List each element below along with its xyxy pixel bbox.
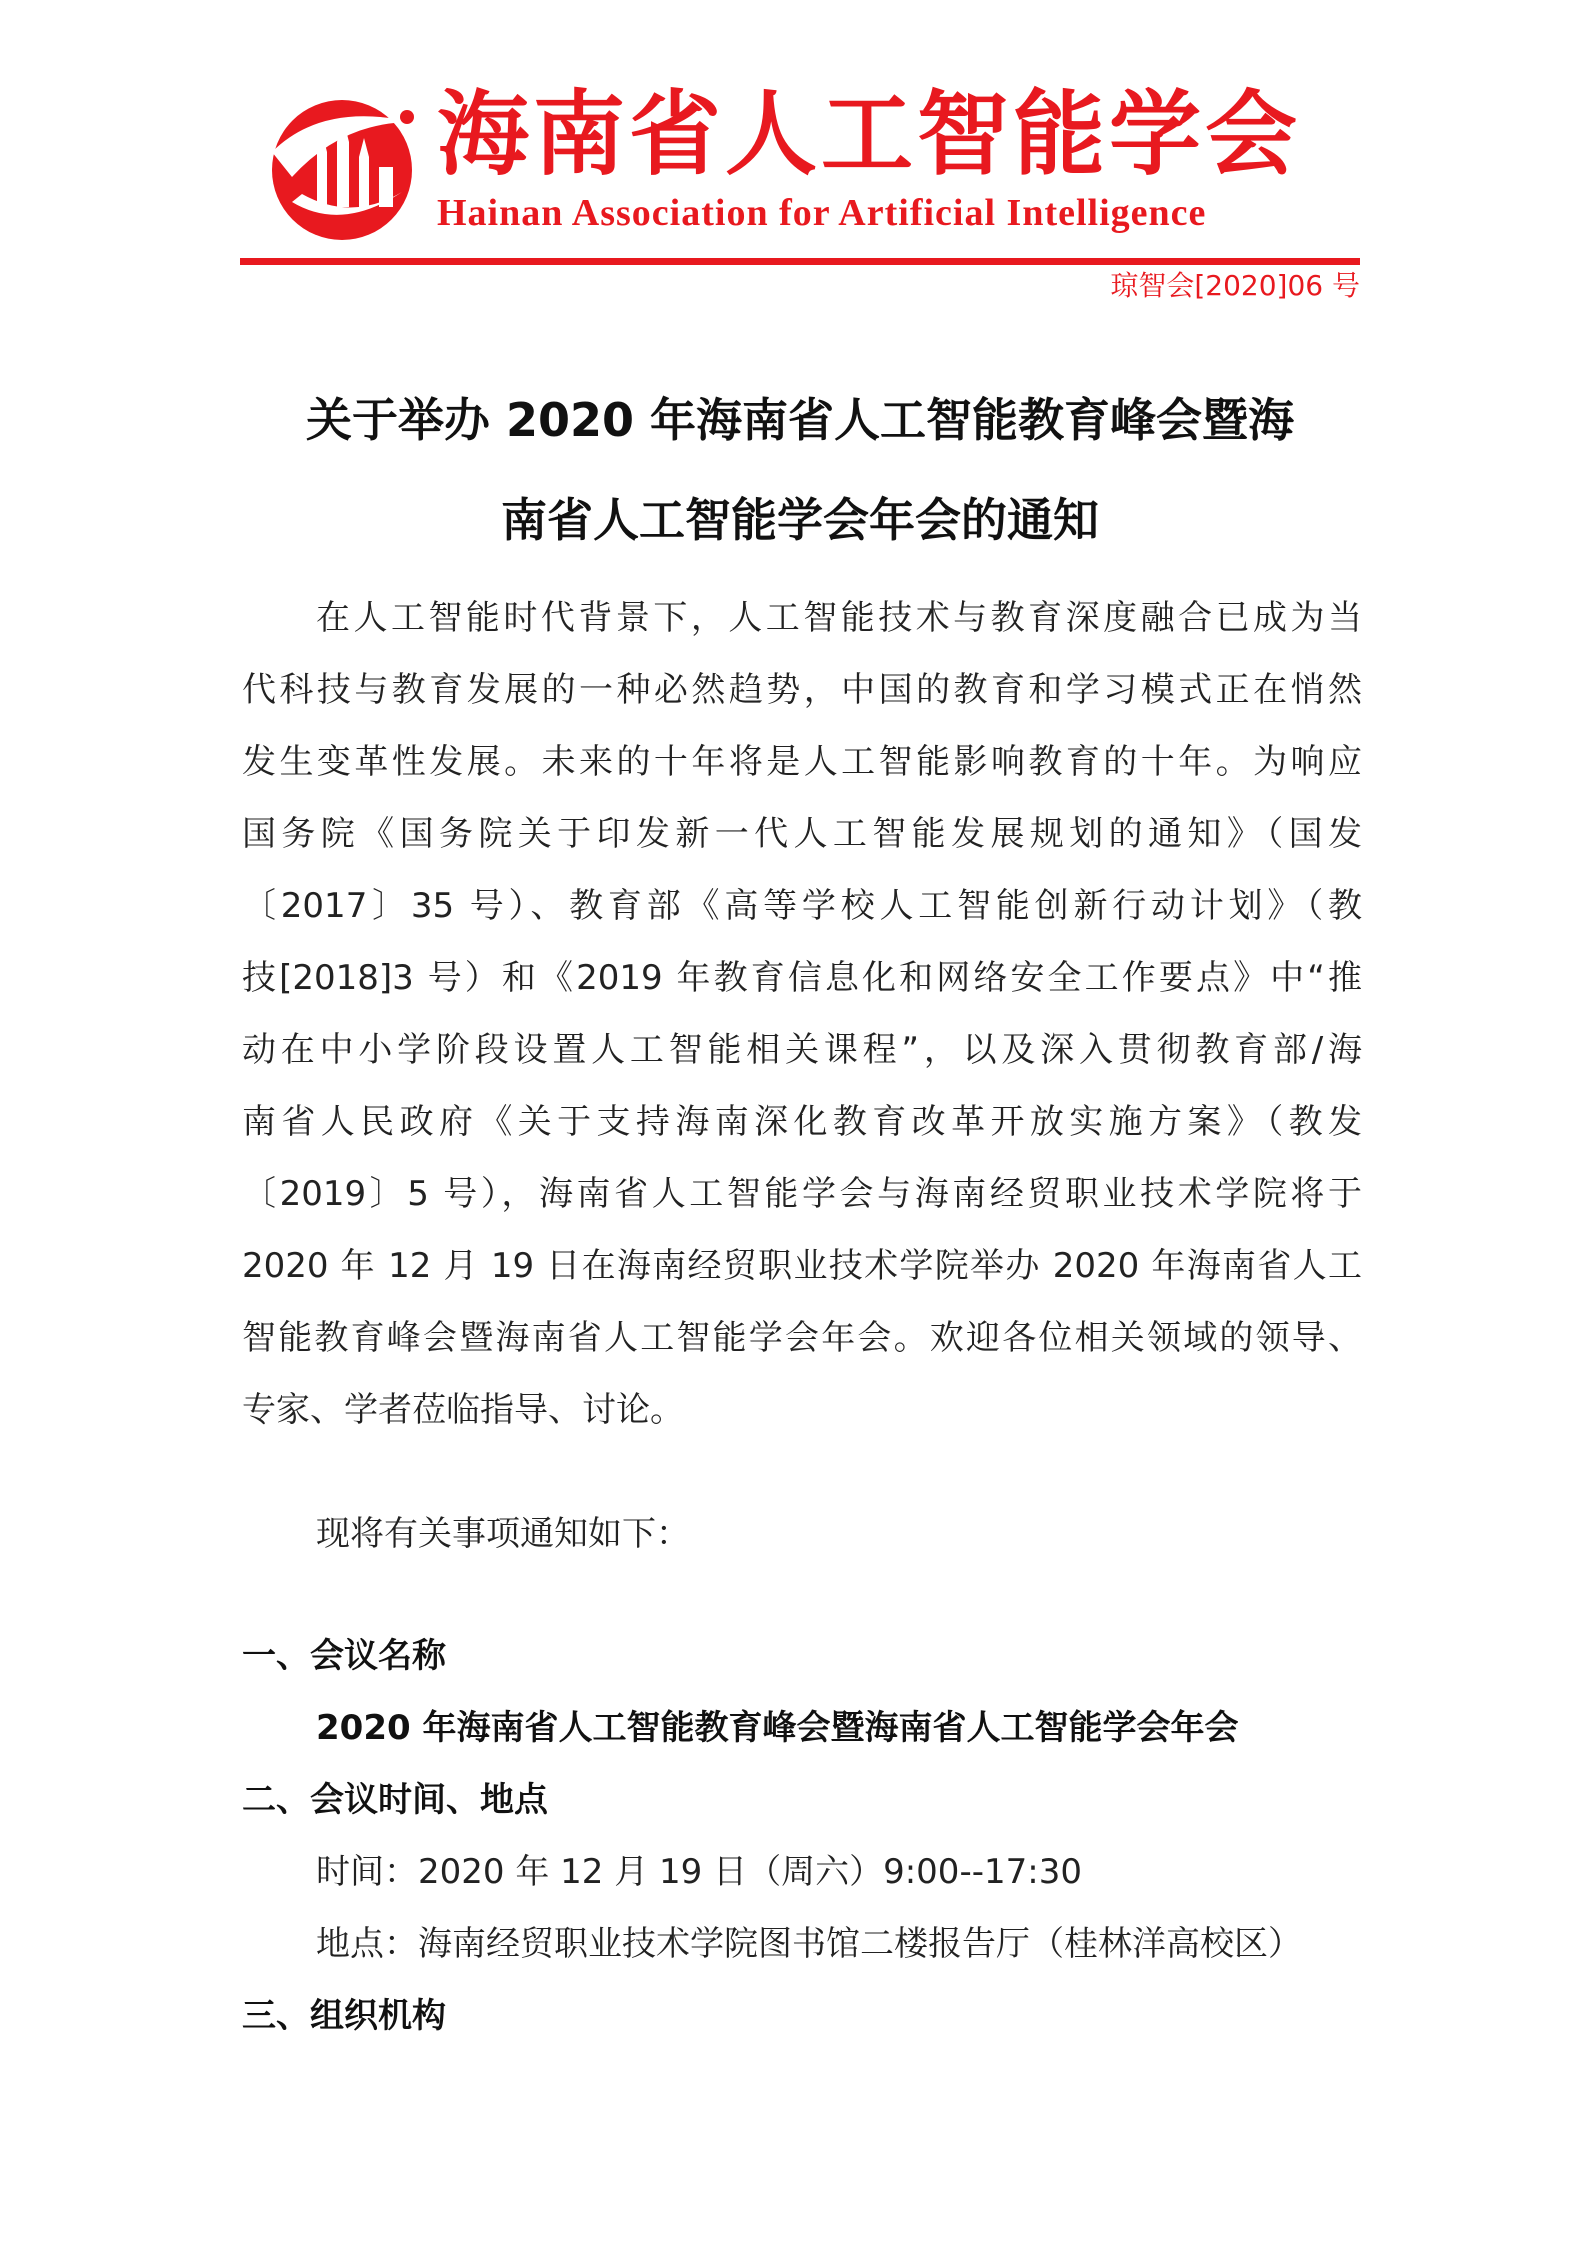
intro-line: 2020 年 12 月 19 日在海南经贸职业技术学院举办 2020 年海南省人工	[242, 1246, 1362, 1286]
org-name-en: Hainan Association for Artificial Intelligence	[437, 192, 1207, 234]
section-heading-organization: 三、组织机构	[242, 1996, 446, 2036]
section-heading-meeting-name: 一、会议名称	[242, 1636, 446, 1676]
intro-line: 国务院《国务院关于印发新一代人工智能发展规划的通知》（国发	[242, 814, 1362, 854]
intro-line: 发生变革性发展。未来的十年将是人工智能影响教育的十年。为响应	[242, 742, 1362, 782]
notice-line: 现将有关事项通知如下：	[316, 1514, 690, 1554]
intro-line: 专家、学者莅临指导、讨论。	[242, 1390, 684, 1430]
document-title-line-1: 关于举办 2020 年海南省人工智能教育峰会暨海	[305, 393, 1295, 447]
hainan-ai-logo-icon	[262, 82, 422, 242]
meeting-time: 时间：2020 年 12 月 19 日（周六）9:00--17:30	[316, 1852, 1082, 1892]
header-divider	[240, 258, 1360, 265]
section-heading-time-place: 二、会议时间、地点	[242, 1780, 548, 1820]
intro-line: 〔2017〕35 号）、教育部《高等学校人工智能创新行动计划》（教	[242, 886, 1362, 926]
org-name-cn: 海南省人工智能学会	[437, 81, 1302, 188]
meeting-name: 2020 年海南省人工智能教育峰会暨海南省人工智能学会年会	[316, 1708, 1239, 1748]
document-title-line-2: 南省人工智能学会年会的通知	[501, 493, 1099, 547]
intro-line: 代科技与教育发展的一种必然趋势，中国的教育和学习模式正在悄然	[242, 670, 1362, 710]
intro-line: 技[2018]3 号）和《2019 年教育信息化和网络安全工作要点》中“推	[242, 958, 1362, 998]
intro-line: 南省人民政府《关于支持海南深化教育改革开放实施方案》（教发	[242, 1102, 1362, 1142]
meeting-place: 地点：海南经贸职业技术学院图书馆二楼报告厅（桂林洋高校区）	[316, 1924, 1302, 1964]
document-number: 琼智会[2020]06 号	[1110, 269, 1360, 302]
intro-line: 动在中小学阶段设置人工智能相关课程”，以及深入贯彻教育部/海	[242, 1030, 1362, 1070]
intro-line: 在人工智能时代背景下，人工智能技术与教育深度融合已成为当	[316, 598, 1362, 638]
intro-line: 智能教育峰会暨海南省人工智能学会年会。欢迎各位相关领域的领导、	[242, 1318, 1362, 1358]
intro-line: 〔2019〕5 号），海南省人工智能学会与海南经贸职业技术学院将于	[242, 1174, 1362, 1214]
